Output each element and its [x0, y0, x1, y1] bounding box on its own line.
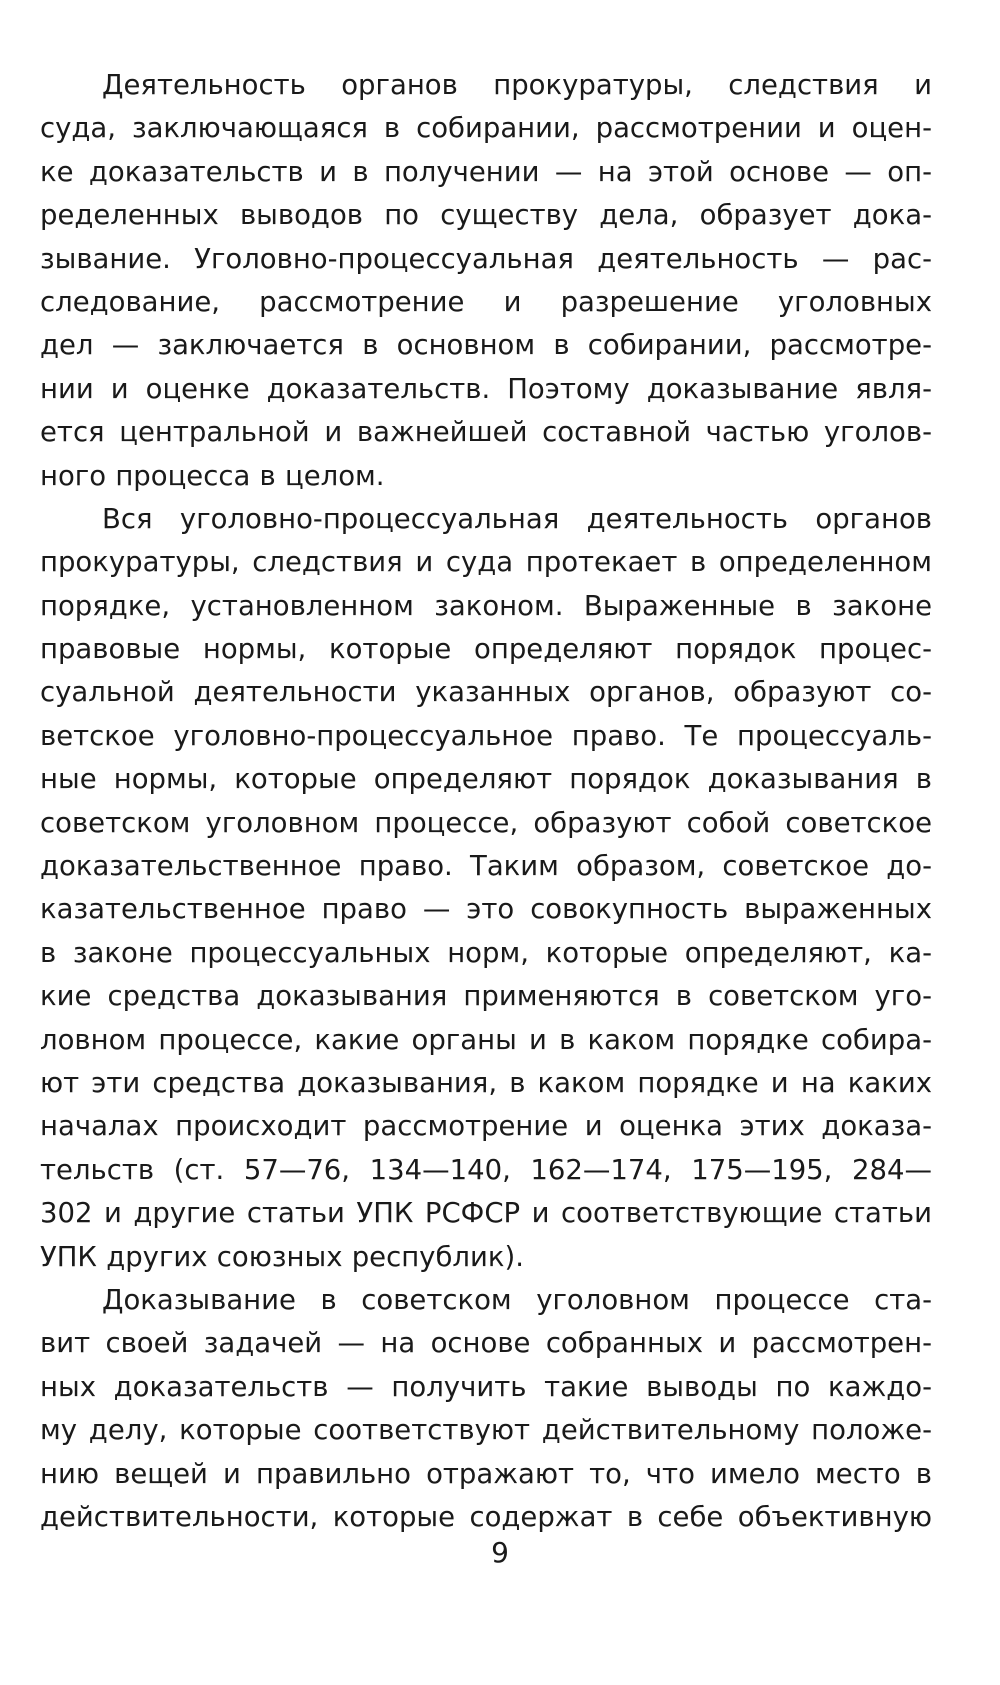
text-line: ные нормы, которые определяют порядок доказывания в [40, 763, 932, 796]
text-line: тельств (ст. 57—76, 134—140, 162—174, 175—195, 284— [40, 1153, 932, 1186]
text-line: Деятельность органов прокуратуры, следствия и [102, 69, 932, 101]
text-line: УПК других союзных республик). [40, 1240, 524, 1273]
text-line: ределенных выводов по существу дела, образует дока- [40, 199, 932, 232]
text-line: Доказывание в советском уголовном процессе ста- [102, 1283, 932, 1316]
text-line: советском уголовном процессе, образуют собой советское [40, 806, 932, 839]
text-line: дел — заключается в основном в собирании, рассмотре- [40, 329, 932, 362]
text-line: нии и оценке доказательств. Поэтому доказывание явля- [40, 372, 932, 405]
text-line: кие средства доказывания применяются в советском уго- [40, 980, 932, 1013]
text-line: вит своей задачей — на основе собранных и рассмотрен- [40, 1327, 932, 1360]
text-line: нию вещей и правильно отражают то, что имело место в [40, 1457, 932, 1490]
text-line: ке доказательств и в получении — на этой основе — оп- [40, 155, 932, 188]
paragraph-1 [40, 64, 932, 498]
paragraph-3 [40, 1279, 932, 1539]
text-line: следование, рассмотрение и разрешение уголовных [40, 285, 932, 318]
text-line: суальной деятельности указанных органов, образуют со- [40, 676, 932, 709]
text-line: доказательственное право. Таким образом, советское до- [40, 850, 932, 883]
text-line: ется центральной и важнейшей составной частью уголов- [40, 416, 932, 449]
text-line: зывание. Уголовно-процессуальная деятельность — рас- [40, 242, 932, 275]
text-line: ветское уголовно-процессуальное право. Те процессуаль- [40, 719, 932, 752]
text-line: Вся уголовно-процессуальная деятельность органов [102, 502, 932, 535]
text-line: казательственное право — это совокупность выраженных [40, 893, 932, 926]
text-line: му делу, которые соответствуют действительному положе- [40, 1414, 932, 1447]
text-line: ют эти средства доказывания, в каком порядке и на каких [40, 1066, 932, 1099]
text-line: в законе процессуальных норм, которые определяют, ка- [40, 936, 932, 969]
page-number: 9 [491, 1536, 509, 1569]
text-line: порядке, установленном законом. Выраженные в законе [40, 589, 932, 622]
text-line: ного процесса в целом. [40, 459, 385, 492]
page-text [40, 64, 932, 1539]
text-line: действительности, которые содержат в себе объективную [40, 1500, 932, 1533]
text-line: прокуратуры, следствия и суда протекает в определенном [40, 546, 932, 579]
text-line: ных доказательств — получить такие выводы по каждо- [40, 1370, 932, 1403]
text-line: правовые нормы, которые определяют порядок процес- [40, 633, 932, 666]
text-line: ловном процессе, какие органы и в каком порядке собира- [40, 1023, 932, 1056]
paragraph-2 [40, 498, 932, 1279]
text-line: началах происходит рассмотрение и оценка этих доказа- [40, 1110, 932, 1143]
text-line: суда, заключающаяся в собирании, рассмотрении и оцен- [40, 112, 932, 145]
text-line: 302 и другие статьи УПК РСФСР и соответствующие статьи [40, 1197, 932, 1230]
